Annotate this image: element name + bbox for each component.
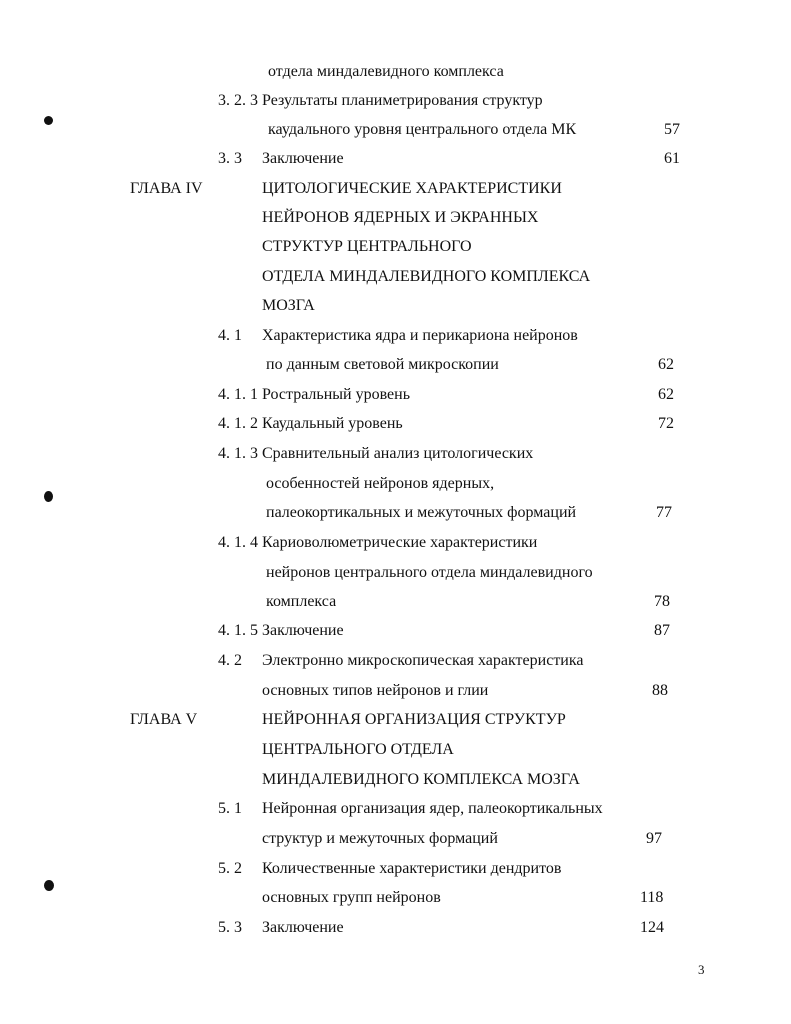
- toc-line: палеокортикальных и межуточных формаций: [266, 504, 577, 521]
- toc-line: основных типов нейронов и глии: [262, 682, 489, 699]
- toc-page-ref: 87: [654, 622, 670, 639]
- toc-line: 4. 1. 3 Сравнительный анализ цитологических: [218, 445, 534, 462]
- toc-line: Количественные характеристики дендритов: [262, 860, 562, 877]
- toc-page-ref: 62: [658, 356, 674, 373]
- chapter-title-line: МИНДАЛЕВИДНОГО КОМПЛЕКСА МОЗГА: [262, 771, 580, 788]
- toc-page-ref: 72: [658, 415, 674, 432]
- toc-line: 4. 1. 2 Каудальный уровень: [218, 415, 403, 432]
- toc-line: 4. 1. 4 Кариоволюметрические характеристики: [218, 534, 538, 551]
- toc-line: 3. 2. 3 Результаты планиметрирования структур: [218, 92, 543, 109]
- toc-page-ref: 78: [654, 593, 670, 610]
- page-number: 3: [698, 962, 705, 977]
- toc-line: 4. 1. 5 Заключение: [218, 622, 344, 639]
- toc-line: 4. 1. 1 Ростральный уровень: [218, 386, 411, 403]
- toc-line: Нейронная организация ядер, палеокортикальных: [262, 800, 603, 817]
- toc-section-number: 5. 1: [218, 800, 242, 817]
- toc-section-number: 4. 2: [218, 652, 242, 669]
- toc-section-number: 5. 2: [218, 860, 242, 877]
- binder-hole-mark: [44, 116, 53, 125]
- toc-page-ref: 62: [658, 386, 674, 403]
- binder-hole-mark: [44, 880, 54, 891]
- chapter-title-line: НЕЙРОННАЯ ОРГАНИЗАЦИЯ СТРУКТУР: [262, 711, 566, 728]
- toc-line: Электронно микроскопическая характеристика: [262, 652, 584, 669]
- toc-line: каудального уровня центрального отдела МК: [268, 121, 577, 138]
- toc-page-ref: 61: [664, 150, 680, 167]
- toc-page-ref: 118: [640, 889, 664, 906]
- chapter-title-line: ЦИТОЛОГИЧЕСКИЕ ХАРАКТЕРИСТИКИ: [262, 180, 562, 197]
- chapter-title-line: ЦЕНТРАЛЬНОГО ОТДЕЛА: [262, 741, 454, 758]
- chapter-label: ГЛАВА V: [130, 711, 198, 728]
- toc-page-ref: 124: [640, 919, 664, 936]
- chapter-title-line: НЕЙРОНОВ ЯДЕРНЫХ И ЭКРАННЫХ: [262, 209, 539, 226]
- toc-line: нейронов центрального отдела миндалевидного: [266, 564, 593, 581]
- binder-hole-mark: [44, 491, 53, 502]
- toc-page-ref: 88: [652, 682, 668, 699]
- toc-line: Характеристика ядра и перикариона нейронов: [262, 327, 578, 344]
- toc-line: Заключение: [262, 150, 344, 167]
- toc-line: комплекса: [266, 593, 337, 610]
- toc-line: по данным световой микроскопии: [266, 356, 499, 373]
- toc-line: основных групп нейронов: [262, 889, 441, 906]
- chapter-title-line: СТРУКТУР ЦЕНТРАЛЬНОГО: [262, 238, 472, 255]
- toc-page-ref: 57: [664, 121, 680, 138]
- toc-section-number: 5. 3: [218, 919, 242, 936]
- toc-line: структур и межуточных формаций: [262, 830, 498, 847]
- toc-page-ref: 77: [656, 504, 672, 521]
- toc-line: отдела миндалевидного комплекса: [268, 63, 504, 80]
- toc-section-number: 3. 3: [218, 150, 242, 167]
- toc-page-ref: 97: [646, 830, 662, 847]
- toc-line: Заключение: [262, 919, 344, 936]
- chapter-title-line: МОЗГА: [262, 297, 315, 314]
- toc-section-number: 4. 1: [218, 327, 242, 344]
- chapter-title-line: ОТДЕЛА МИНДАЛЕВИДНОГО КОМПЛЕКСА: [262, 268, 591, 285]
- toc-line: особенностей нейронов ядерных,: [266, 475, 495, 492]
- chapter-label: ГЛАВА IV: [130, 180, 203, 197]
